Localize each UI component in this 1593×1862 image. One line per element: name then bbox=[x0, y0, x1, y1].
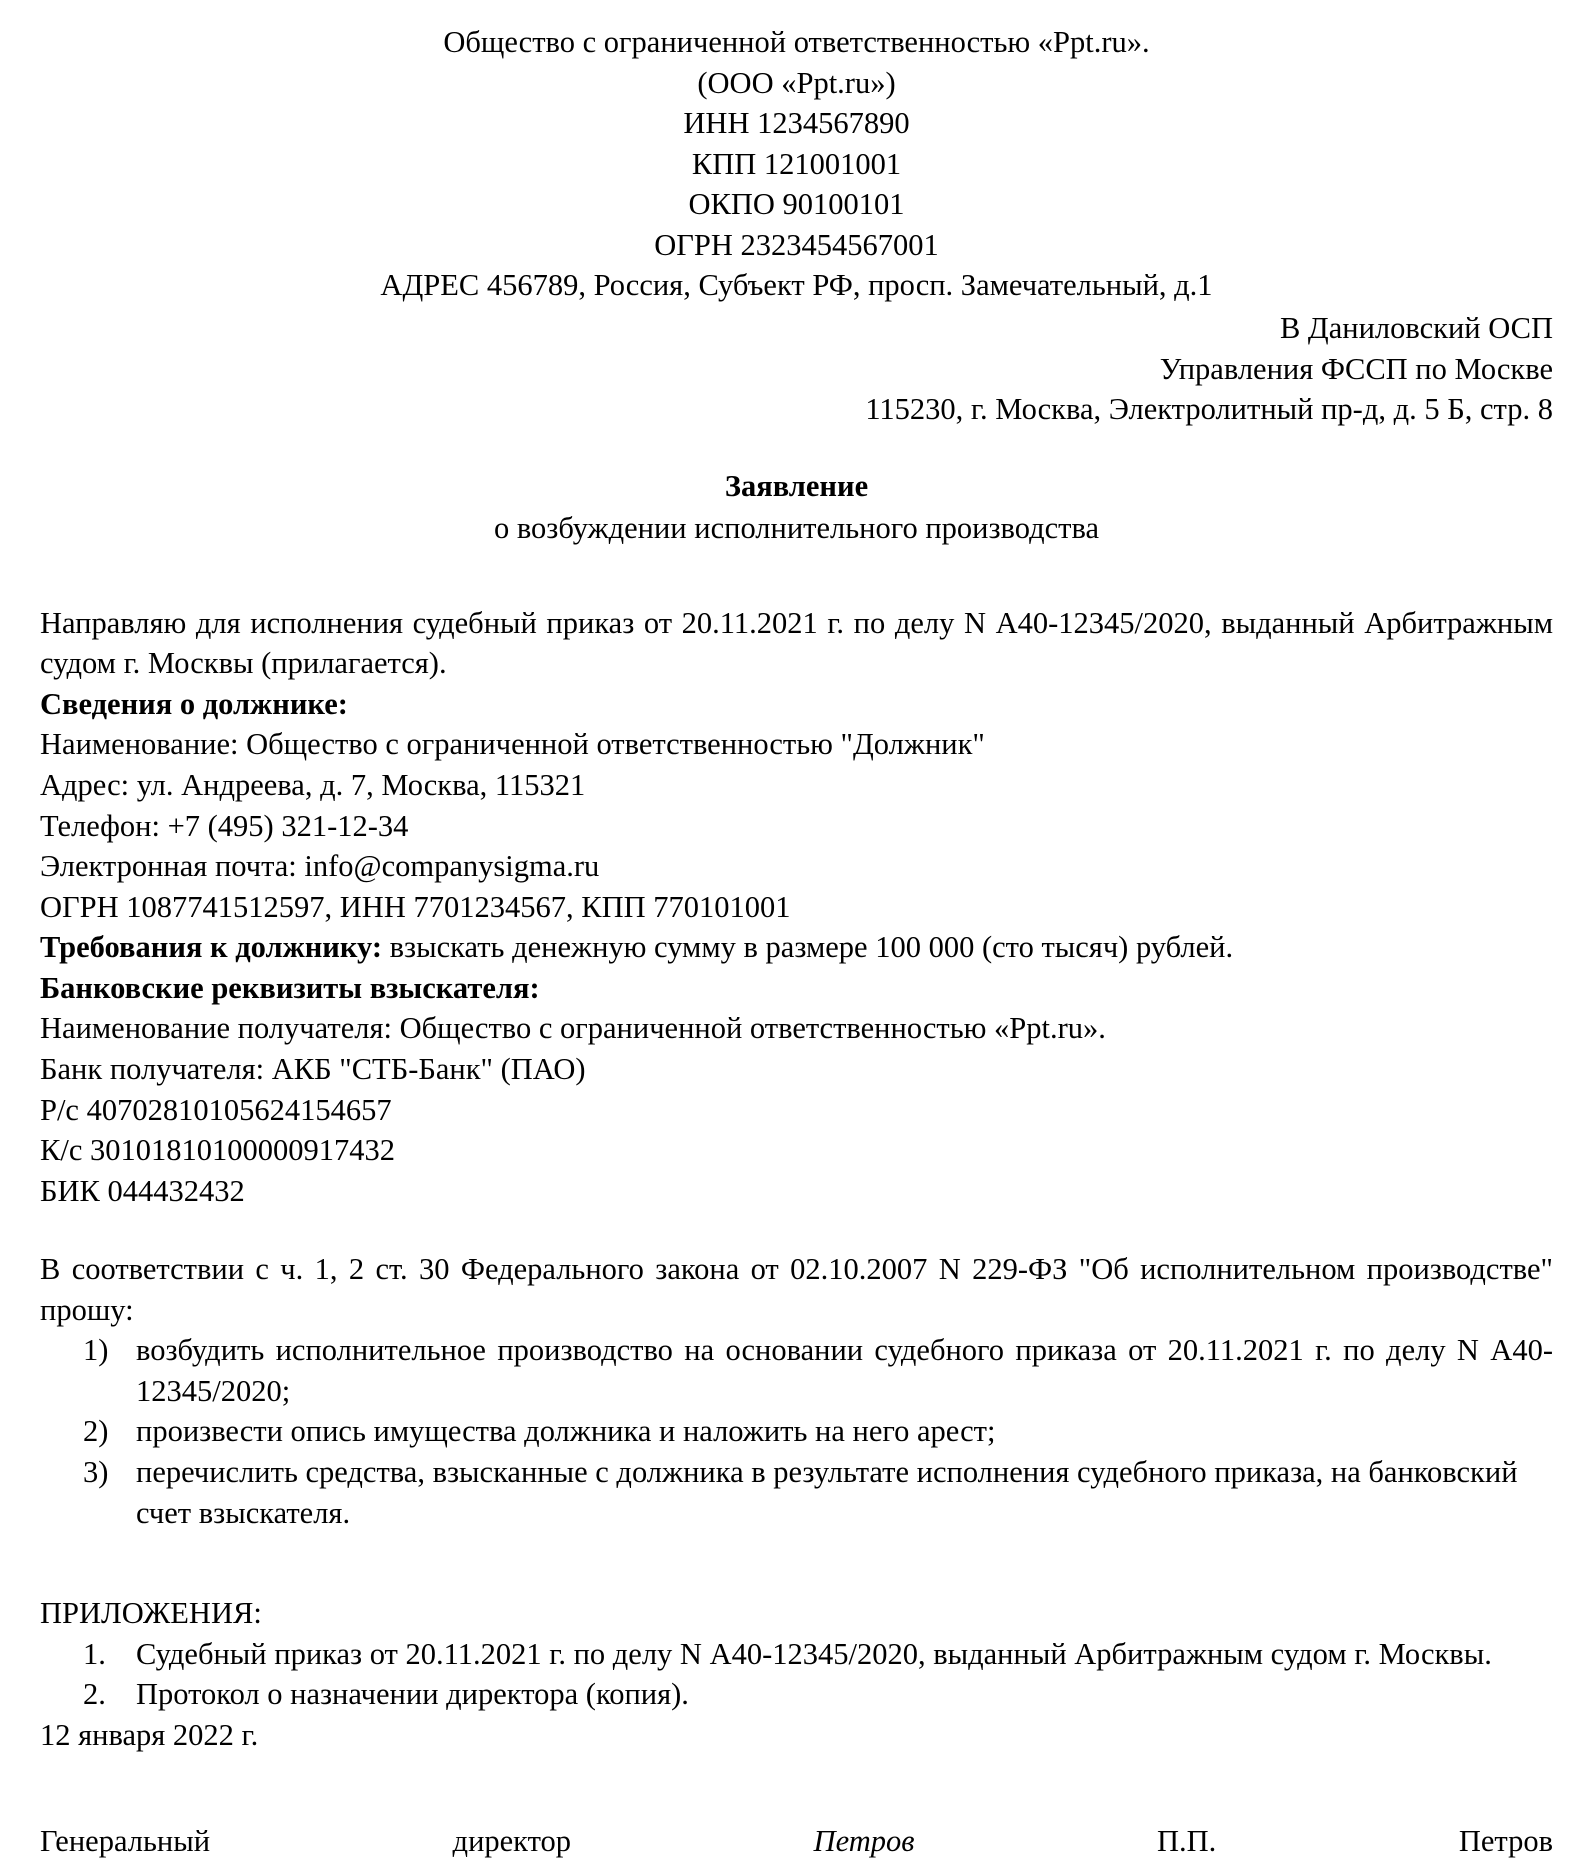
bank-name-line: Банк получателя: АКБ "СТБ-Банк" (ПАО) bbox=[40, 1051, 586, 1086]
addressee-department: В Даниловский ОСП bbox=[1279, 310, 1553, 345]
letterhead-company-short-name: (ООО «Ppt.ru») bbox=[697, 65, 896, 100]
letterhead-address: АДРЕС 456789, Россия, Субъект РФ, просп. Замечательный, д.1 bbox=[380, 268, 1213, 303]
signer-position-part-2: директор bbox=[452, 1824, 572, 1859]
signer-position-part-1: Генеральный bbox=[40, 1824, 211, 1859]
letterhead-inn: ИНН 1234567890 bbox=[683, 106, 910, 141]
list-item: возбудить исполнительное производство на основании судебного приказа от 20.11.2021 г. по делу N А40-12345/2020; bbox=[136, 1333, 1553, 1408]
debtor-address-line: Адрес: ул. Андреева, д. 7, Москва, 115321 bbox=[40, 768, 586, 802]
list-item: перечислить средства, взысканные с должника в результате исполнения судебного приказа, на банковский счет взыскателя. bbox=[136, 1455, 1518, 1530]
signer-surname: Петров bbox=[1458, 1824, 1553, 1859]
attachments-block bbox=[40, 1593, 1553, 1715]
attachments-list bbox=[40, 1634, 1553, 1715]
signature-row bbox=[40, 1821, 1553, 1862]
debtor-phone-line: Телефон: +7 (495) 321-12-34 bbox=[40, 808, 409, 843]
list-item: Протокол о назначении директора (копия). bbox=[136, 1677, 689, 1712]
debtor-info-heading: Сведения о должнике: bbox=[40, 686, 348, 721]
signer-initials: П.П. bbox=[1157, 1824, 1217, 1859]
law-reference-paragraph: В соответствии с ч. 1, 2 ст. 30 Федерального закона от 02.10.2007 N 229-ФЗ "Об исполнительном производстве" прошу: bbox=[40, 1252, 1553, 1327]
bank-bic-line: БИК 044432432 bbox=[40, 1173, 245, 1208]
addressee-block bbox=[40, 308, 1553, 430]
addressee-authority: Управления ФССП по Москве bbox=[1159, 351, 1553, 386]
bank-recipient-name-line: Наименование получателя: Общество с ограниченной ответственностью «Ppt.ru». bbox=[40, 1011, 1106, 1046]
title-block bbox=[40, 466, 1553, 549]
attachments-heading: ПРИЛОЖЕНИЯ: bbox=[40, 1596, 262, 1631]
page-title: Заявление bbox=[724, 468, 869, 503]
letterhead-okpo: ОКПО 90100101 bbox=[688, 187, 905, 222]
letterhead-block bbox=[40, 22, 1553, 306]
bank-correspondent-account-line: К/с 30101810100000917432 bbox=[40, 1133, 395, 1168]
list-item: произвести опись имущества должника и наложить на него арест; bbox=[136, 1414, 996, 1449]
letterhead-ogrn: ОГРН 2323454567001 bbox=[654, 227, 939, 262]
debtor-registration-line: ОГРН 1087741512597, ИНН 7701234567, КПП 770101001 bbox=[40, 889, 791, 924]
requests-list bbox=[40, 1330, 1553, 1533]
document-date: 12 января 2022 г. bbox=[40, 1717, 259, 1752]
page-subtitle: о возбуждении исполнительного производства bbox=[493, 511, 1100, 546]
intro-paragraph: Направляю для исполнения судебный приказ от 20.11.2021 г. по делу N А40-12345/2020, выданный Арбитражным судом г. Москвы (прилагается). bbox=[40, 605, 1553, 681]
claim-label: Требования к должнику: bbox=[40, 930, 383, 965]
bank-account-line: Р/с 40702810105624154657 bbox=[40, 1092, 392, 1127]
body-spacer bbox=[40, 1211, 1553, 1249]
bank-details-heading: Банковские реквизиты взыскателя: bbox=[40, 970, 540, 1005]
document-body bbox=[40, 22, 1553, 1862]
signature-mark: Петров bbox=[813, 1824, 915, 1859]
debtor-email-line: Электронная почта: info@companysigma.ru bbox=[40, 849, 600, 884]
addressee-address: 115230, г. Москва, Электролитный пр-д, д. 5 Б, стр. 8 bbox=[865, 392, 1553, 427]
letterhead-company-name: Общество с ограниченной ответственностью «Ppt.ru». bbox=[443, 25, 1150, 59]
claim-text: взыскать денежную сумму в размере 100 000 (сто тысяч) рублей. bbox=[382, 930, 1234, 965]
debtor-name-line: Наименование: Общество с ограниченной ответственностью "Должник" bbox=[40, 727, 985, 762]
letterhead-kpp: КПП 121001001 bbox=[691, 146, 902, 181]
main-content bbox=[40, 603, 1553, 1862]
claim-line bbox=[40, 927, 1553, 968]
list-item: Судебный приказ от 20.11.2021 г. по делу N А40-12345/2020, выданный Арбитражным судом г. Москвы. bbox=[136, 1636, 1492, 1671]
